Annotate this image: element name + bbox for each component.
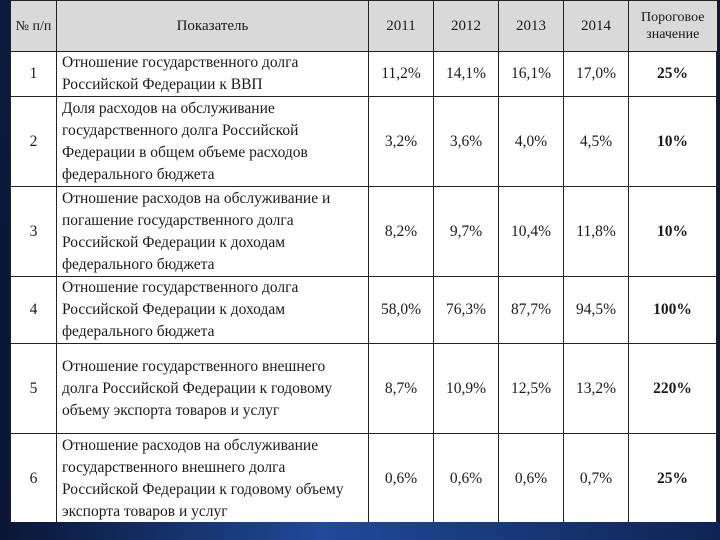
cell-threshold: 220% — [629, 344, 717, 434]
table-row — [11, 187, 717, 277]
row-number: 6 — [11, 434, 57, 525]
cell-threshold: 10% — [629, 97, 717, 187]
cell-2014: 0,7% — [564, 434, 629, 525]
row-indicator: Отношение государственного долга Российской Федерации к доходам федерального бюджета — [57, 277, 369, 344]
cell-2013: 12,5% — [499, 344, 564, 434]
header-threshold: Пороговое значение — [629, 1, 717, 52]
table-header-row — [11, 1, 717, 52]
header-2013: 2013 — [499, 1, 564, 52]
cell-2011: 3,2% — [369, 97, 434, 187]
table-row — [11, 344, 717, 434]
table-row — [11, 277, 717, 344]
cell-2013: 10,4% — [499, 187, 564, 277]
cell-2013: 4,0% — [499, 97, 564, 187]
cell-2011: 8,7% — [369, 344, 434, 434]
debt-indicators-table — [10, 0, 717, 525]
header-2014: 2014 — [564, 1, 629, 52]
cell-2011: 0,6% — [369, 434, 434, 525]
cell-2011: 8,2% — [369, 187, 434, 277]
row-number: 1 — [11, 52, 57, 97]
cell-2014: 17,0% — [564, 52, 629, 97]
cell-2012: 9,7% — [434, 187, 499, 277]
row-number: 5 — [11, 344, 57, 434]
cell-threshold: 100% — [629, 277, 717, 344]
slide-left-edge — [0, 0, 10, 540]
cell-2012: 14,1% — [434, 52, 499, 97]
cell-2012: 10,9% — [434, 344, 499, 434]
row-number: 2 — [11, 97, 57, 187]
cell-2014: 94,5% — [564, 277, 629, 344]
debt-indicators-table-container — [10, 0, 716, 522]
header-2012: 2012 — [434, 1, 499, 52]
cell-threshold: 10% — [629, 187, 717, 277]
row-indicator: Отношение расходов на обслуживание и погашение государственного долга Российской Федерации к доходам федерального бюджета — [57, 187, 369, 277]
row-number: 4 — [11, 277, 57, 344]
table-row — [11, 52, 717, 97]
row-indicator: Доля расходов на обслуживание государственного долга Российской Федерации в общем объеме расходов федерального бюджета — [57, 97, 369, 187]
cell-2014: 4,5% — [564, 97, 629, 187]
cell-2012: 76,3% — [434, 277, 499, 344]
cell-threshold: 25% — [629, 52, 717, 97]
cell-2014: 13,2% — [564, 344, 629, 434]
cell-2011: 11,2% — [369, 52, 434, 97]
cell-2013: 87,7% — [499, 277, 564, 344]
cell-2013: 16,1% — [499, 52, 564, 97]
row-indicator: Отношение расходов на обслуживание государственного внешнего долга Российской Федерации к годовому объему экспорта товаров и услуг — [57, 434, 369, 525]
cell-2014: 11,8% — [564, 187, 629, 277]
header-indicator: Показатель — [57, 1, 369, 52]
cell-2013: 0,6% — [499, 434, 564, 525]
row-indicator: Отношение государственного долга Российской Федерации к ВВП — [57, 52, 369, 97]
cell-2011: 58,0% — [369, 277, 434, 344]
header-2011: 2011 — [369, 1, 434, 52]
row-indicator: Отношение государственного внешнего долга Российской Федерации к годовому объему экспорта товаров и услуг — [57, 344, 369, 434]
slide-bottom-strip — [0, 522, 720, 540]
row-number: 3 — [11, 187, 57, 277]
table-row — [11, 97, 717, 187]
header-number: № п/п — [11, 1, 57, 52]
cell-threshold: 25% — [629, 434, 717, 525]
cell-2012: 0,6% — [434, 434, 499, 525]
table-row — [11, 434, 717, 525]
cell-2012: 3,6% — [434, 97, 499, 187]
